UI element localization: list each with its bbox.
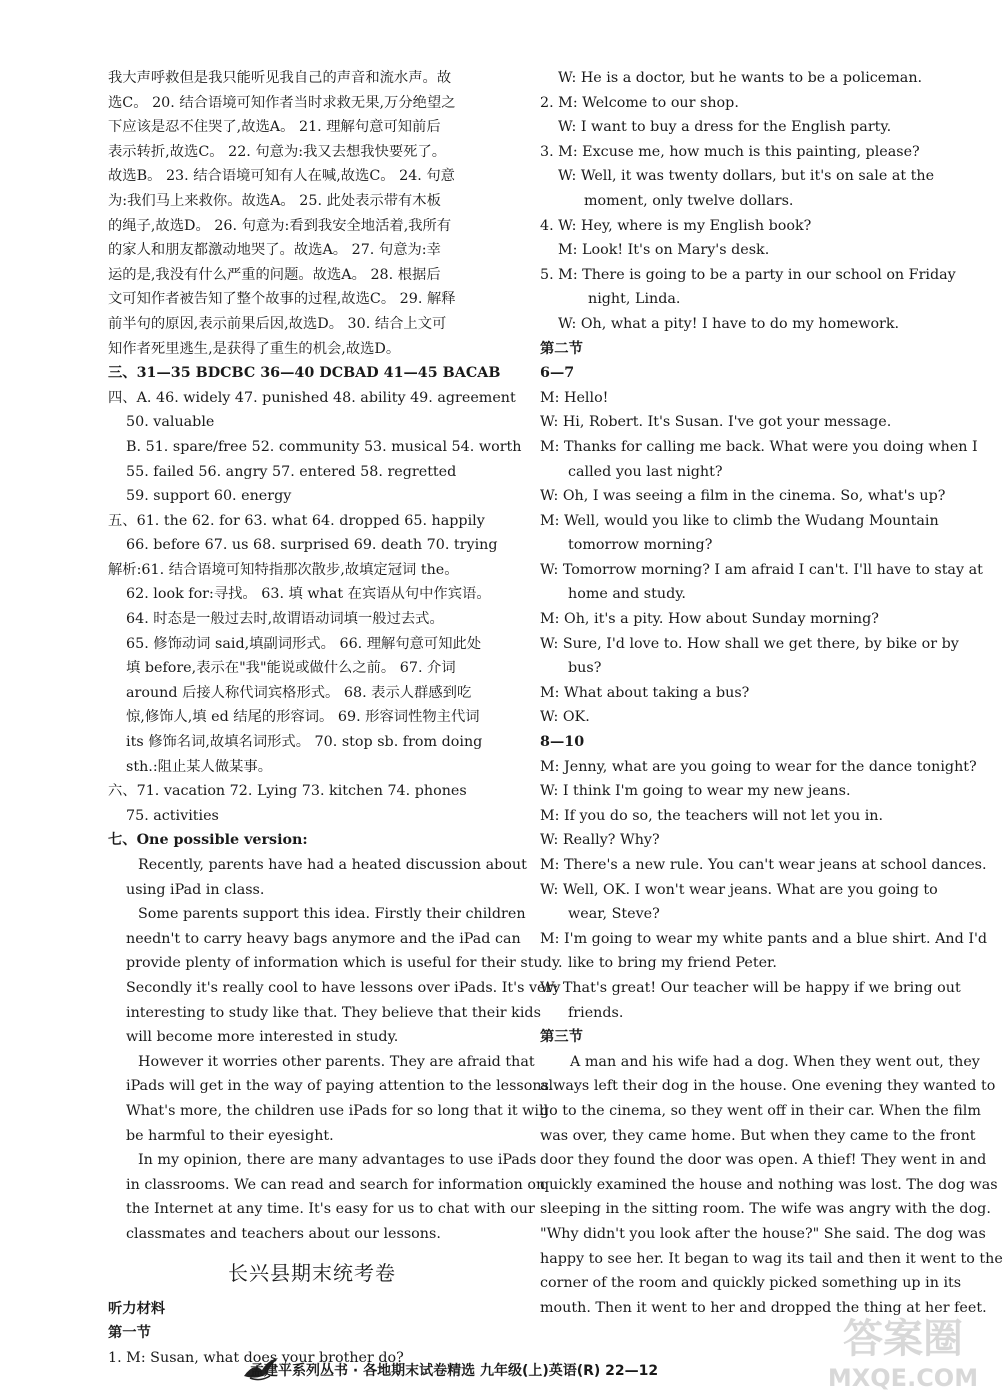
explanation-line: its 修饰名词,故填名词形式。 70. stop sb. from doing bbox=[126, 734, 483, 751]
essay-line: However it worries other parents. They are afraid that bbox=[138, 1053, 535, 1070]
essay-line: needn't to carry heavy bags anymore and the iPad can bbox=[126, 930, 521, 947]
section-six: 六、71. vacation 72. Lying 73. kitchen 74. phones bbox=[108, 783, 467, 800]
dialogue-line: M: Oh, it's a pity. How about Sunday morning? bbox=[540, 611, 879, 628]
essay-line: will become more interested in study. bbox=[126, 1029, 399, 1046]
essay-line: Secondly it's really cool to have lessons over iPads. It's very bbox=[126, 979, 561, 996]
dialogue-line: W: Hi, Robert. It's Susan. I've got your message. bbox=[540, 414, 892, 431]
page-footer: 孟建平系列丛书 · 各地期末试卷精选 九年级(上)英语(R) 22—12 bbox=[250, 1363, 659, 1379]
answer-line: 选C。 20. 结合语境可知作者当时求救无果,万分绝望之 bbox=[108, 94, 456, 111]
dialogue-line: W: I think I'm going to wear my new jeans. bbox=[540, 783, 851, 800]
passage-line: mouth. Then it went to her and dropped the thing at her feet. bbox=[540, 1299, 987, 1316]
dialogue-line: M: What about taking a bus? bbox=[540, 684, 750, 701]
answer-line: 运的是,我没有什么严重的问题。故选A。 28. 根据后 bbox=[108, 266, 441, 283]
answer-line: 59. support 60. energy bbox=[126, 488, 292, 505]
essay-line: using iPad in class. bbox=[126, 881, 265, 898]
passage-line: quickly examined the house and nothing was lost. The dog was bbox=[540, 1176, 998, 1193]
dialogue-line: M: Well, would you like to climb the Wudang Mountain bbox=[540, 512, 939, 529]
part-one-heading: 第一节 bbox=[108, 1325, 151, 1342]
dialogue-line: W: Oh, I was seeing a film in the cinema. So, what's up? bbox=[540, 488, 946, 505]
explanation-heading: 解析:61. 结合语境可知特指那次散步,故填定冠词 the。 bbox=[108, 561, 459, 578]
dialogue-line: 1. M: Susan, what does your brother do? bbox=[108, 1349, 404, 1366]
passage-line: door they found the door was open. A thief! They went in and bbox=[540, 1152, 987, 1169]
dialogue-line: home and study. bbox=[568, 586, 686, 603]
passage-line: A man and his wife had a dog. When they went out, they bbox=[570, 1053, 980, 1070]
dialogue-line: wear, Steve? bbox=[568, 906, 660, 923]
dialogue-line: like to bring my friend Peter. bbox=[568, 955, 777, 972]
dialogue-line: moment, only twelve dollars. bbox=[584, 192, 794, 209]
dialogue-line: called you last night? bbox=[568, 463, 723, 480]
answer-line: 表示转折,故选C。 22. 句意为:我又去想我快要死了。 bbox=[108, 143, 447, 160]
explanation-line: 65. 修饰动词 said,填副词形式。 66. 理解句意可知此处 bbox=[126, 635, 482, 652]
answer-line: 的家人和朋友都激动地哭了。故选A。 27. 句意为:幸 bbox=[108, 242, 441, 259]
dialogue-line: 5. M: There is going to be a party in our school on Friday bbox=[540, 266, 956, 283]
watermark-logo bbox=[808, 1308, 998, 1396]
essay-line: What's more, the children use iPads for so long that it will bbox=[126, 1102, 549, 1119]
question-range: 6—7 bbox=[540, 365, 575, 382]
explanation-line: 62. look for:寻找。 63. 填 what 在宾语从句中作宾语。 bbox=[126, 586, 491, 603]
dialogue-line: M: Look! It's on Mary's desk. bbox=[558, 242, 770, 259]
essay-line: provide plenty of information which is useful for their study. bbox=[126, 955, 563, 972]
answer-line: 的绳子,故选D。 26. 句意为:看到我安全地活着,我所有 bbox=[108, 217, 452, 234]
dialogue-line: W: Oh, what a pity! I have to do my homework. bbox=[558, 315, 900, 332]
right-column bbox=[540, 66, 1003, 1320]
dialogue-line: W: Really? Why? bbox=[540, 832, 660, 849]
passage-line: was over, they came home. But when they came to the front bbox=[540, 1127, 976, 1144]
dialogue-line: W: I want to buy a dress for the English party. bbox=[558, 119, 892, 136]
dialogue-line: W: OK. bbox=[540, 709, 590, 726]
answer-line: 66. before 67. us 68. surprised 69. death 70. trying bbox=[126, 537, 498, 554]
dialogue-line: W: Sure, I'd love to. How shall we get there, by bike or by bbox=[540, 635, 959, 652]
explanation-line: 惊,修饰人,填 ed 结尾的形容词。 69. 形容词性物主代词 bbox=[126, 709, 480, 726]
part-two-heading: 第二节 bbox=[540, 340, 583, 357]
dialogue-line: M: If you do so, the teachers will not let you in. bbox=[540, 807, 884, 824]
dialogue-line: W: Well, it was twenty dollars, but it's on sale at the bbox=[558, 168, 935, 185]
section-four-b: B. 51. spare/free 52. community 53. musical 54. worth bbox=[126, 438, 522, 455]
essay-line: Some parents support this idea. Firstly their children bbox=[138, 906, 526, 923]
passage-line: "Why didn't you look after the house?" She said. The dog was bbox=[540, 1225, 986, 1242]
exam-title: 长兴县期末统考卷 bbox=[228, 1260, 396, 1285]
passage-line: go to the cinema, so they went off in their car. When the film bbox=[540, 1102, 981, 1119]
question-range: 8—10 bbox=[540, 734, 585, 751]
explanation-line: around 后接人称代词宾格形式。 68. 表示人群感到吃 bbox=[126, 684, 472, 701]
explanation-line: 填 before,表示在"我"能说或做什么之前。 67. 介词 bbox=[126, 660, 456, 677]
dialogue-line: W: Tomorrow morning? I am afraid I can't. I'll have to stay at bbox=[540, 561, 983, 578]
dialogue-line: M: Jenny, what are you going to wear for the dance tonight? bbox=[540, 758, 977, 775]
dialogue-line: 2. M: Welcome to our shop. bbox=[540, 94, 739, 111]
dialogue-line: M: Hello! bbox=[540, 389, 609, 406]
dialogue-line: 3. M: Excuse me, how much is this painting, please? bbox=[540, 143, 920, 160]
answer-line: 55. failed 56. angry 57. entered 58. regretted bbox=[126, 463, 457, 480]
dialogue-line: W: He is a doctor, but he wants to be a policeman. bbox=[558, 70, 923, 86]
dialogue-line: friends. bbox=[568, 1004, 624, 1021]
section-three-answers: 三、31—35 BDCBC 36—40 DCBAD 41—45 BACAB bbox=[108, 365, 501, 382]
section-five: 五、61. the 62. for 63. what 64. dropped 65. happily bbox=[108, 512, 485, 529]
essay-line: in classrooms. We can read and search for information on bbox=[126, 1176, 546, 1193]
answer-line: 50. valuable bbox=[126, 414, 215, 431]
dialogue-line: bus? bbox=[568, 660, 602, 677]
passage-line: always left their dog in the house. One evening they wanted to bbox=[540, 1078, 996, 1095]
answer-line: 文可知作者被告知了整个故事的过程,故选C。 29. 解释 bbox=[108, 291, 456, 308]
answer-line: 我大声呼救但是我只能听见我自己的声音和流水声。故 bbox=[108, 70, 452, 86]
answer-line: 知作者死里逃生,是获得了重生的机会,故选D。 bbox=[108, 340, 401, 357]
dialogue-line: night, Linda. bbox=[588, 291, 681, 308]
essay-line: be harmful to their eyesight. bbox=[126, 1127, 334, 1144]
dialogue-line: M: Thanks for calling me back. What were you doing when I bbox=[540, 438, 978, 455]
dialogue-line: W: That's great! Our teacher will be happy if we bring out bbox=[540, 979, 961, 996]
essay-line: Recently, parents have had a heated discussion about bbox=[138, 857, 527, 873]
essay-line: classmates and teachers about our lessons. bbox=[126, 1225, 441, 1242]
answer-line: 前半句的原因,表示前果后因,故选D。 30. 结合上文可 bbox=[108, 315, 447, 332]
answer-line: 故选B。 23. 结合语境可知有人在喊,故选C。 24. 句意 bbox=[108, 168, 455, 185]
listening-heading: 听力材料 bbox=[108, 1300, 166, 1317]
part-three-heading: 第三节 bbox=[540, 1029, 583, 1046]
essay-line: In my opinion, there are many advantages to use iPads bbox=[138, 1152, 537, 1169]
passage-line: corner of the room and quickly picked something up in its bbox=[540, 1275, 962, 1292]
svg-text:MXQE.COM: MXQE.COM bbox=[827, 1364, 979, 1392]
dialogue-line: M: I'm going to wear my white pants and a blue shirt. And I'd bbox=[540, 930, 988, 947]
explanation-line: 64. 时态是一般过去时,故谓语动词填一般过去式。 bbox=[126, 611, 444, 628]
dialogue-line: 4. W: Hey, where is my English book? bbox=[540, 217, 812, 234]
passage-line: happy to see her. It began to wag its tail and then it went to the bbox=[540, 1250, 1003, 1267]
essay-line: interesting to study like that. They believe that their kids bbox=[126, 1004, 541, 1021]
answer-line: 为:我们马上来救你。故选A。 25. 此处表示带有木板 bbox=[108, 192, 441, 209]
dialogue-line: M: There's a new rule. You can't wear jeans at school dances. bbox=[540, 857, 987, 873]
section-four-a: 四、A. 46. widely 47. punished 48. ability 49. agreement bbox=[108, 389, 516, 406]
dialogue-line: tomorrow morning? bbox=[568, 537, 713, 554]
essay-line: iPads will get in the way of paying attention to the lessons. bbox=[126, 1078, 554, 1095]
answer-line: 75. activities bbox=[126, 807, 219, 824]
svg-text:答案圈: 答案圈 bbox=[843, 1316, 963, 1362]
dialogue-line: W: Well, OK. I won't wear jeans. What are you going to bbox=[540, 881, 938, 898]
explanation-line: sth.:阻止某人做某事。 bbox=[126, 758, 273, 775]
passage-line: sleeping in the sitting room. The wife was angry with the dog. bbox=[540, 1201, 991, 1218]
answer-line: 下应该是忍不住哭了,故选A。 21. 理解句意可知前后 bbox=[108, 119, 441, 136]
section-seven-heading: 七、One possible version: bbox=[108, 832, 308, 849]
essay-line: the Internet at any time. It's easy for us to chat with our bbox=[126, 1201, 535, 1218]
